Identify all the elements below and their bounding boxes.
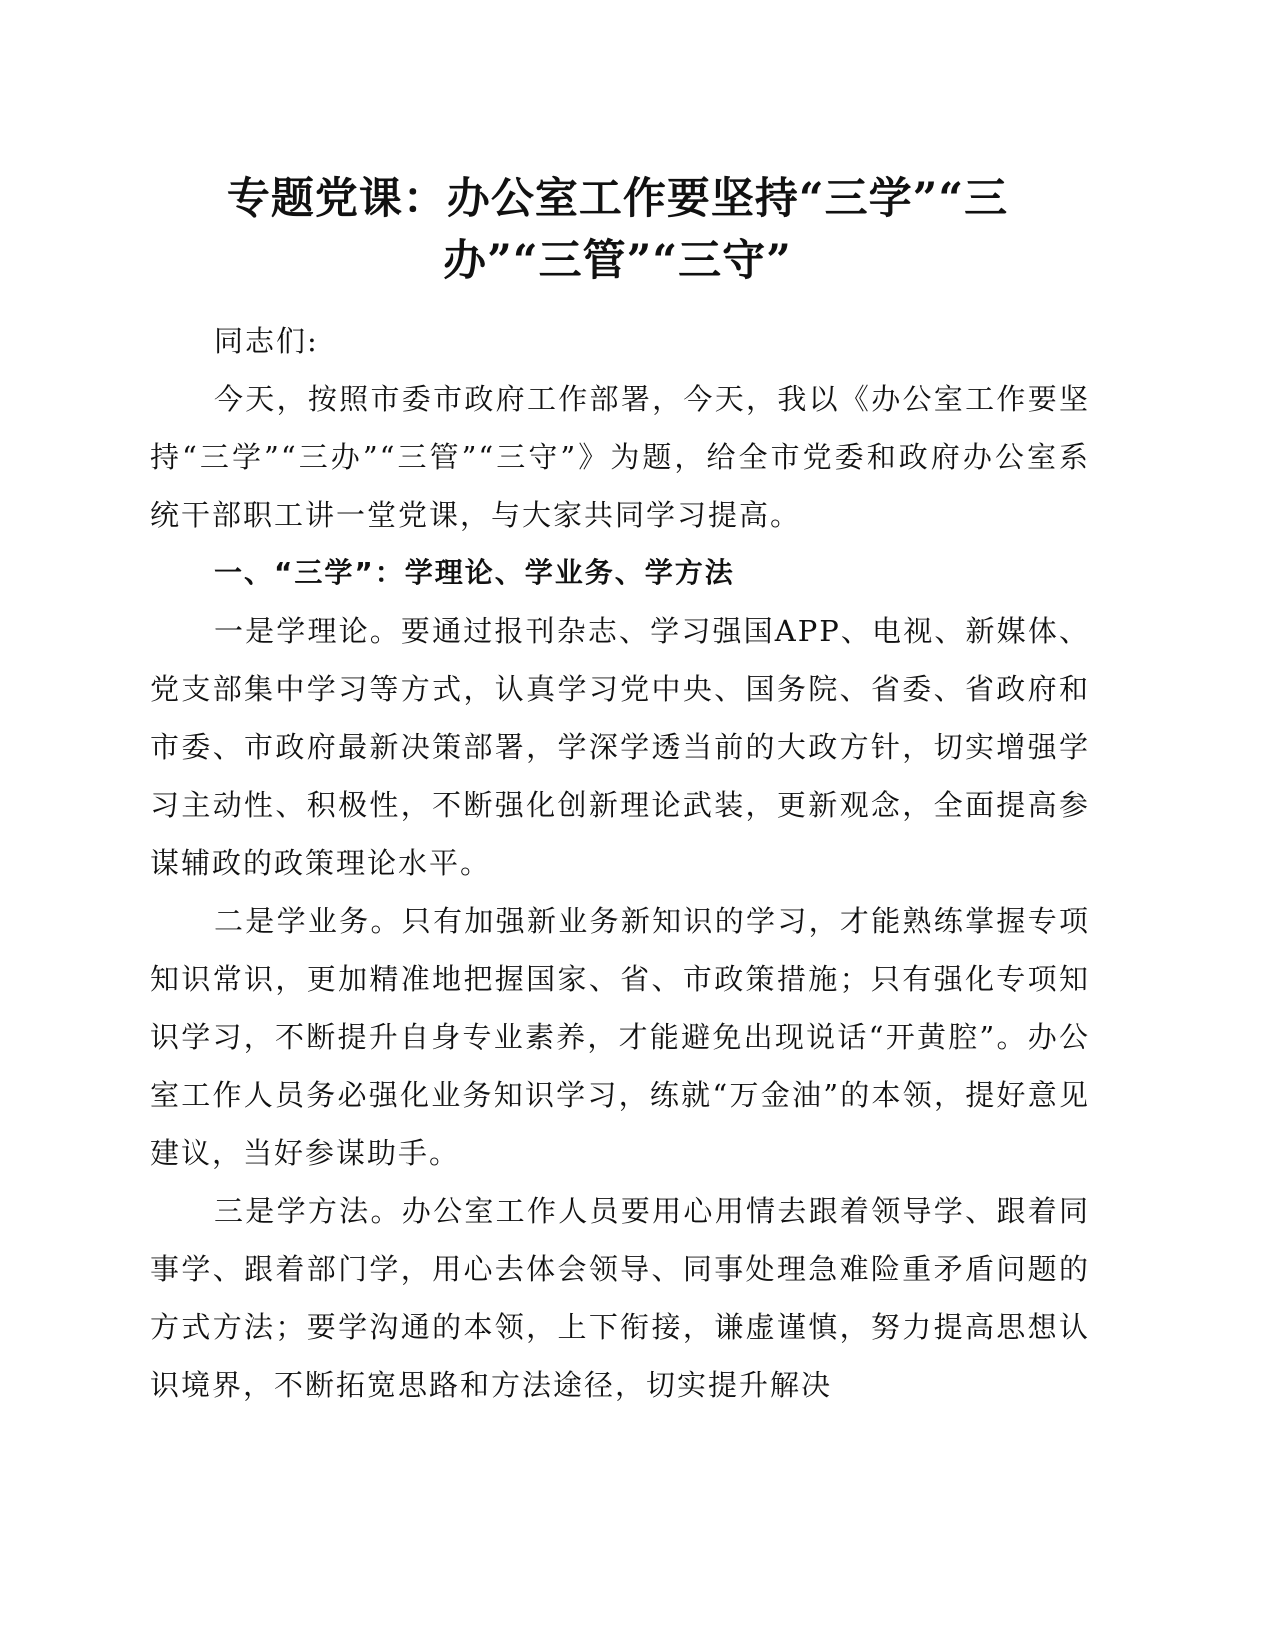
document-title bbox=[150, 168, 1085, 292]
salutation: 同志们: bbox=[214, 324, 319, 358]
intro-paragraph: 今天，按照市委市政府工作部署，今天，我以《办公室工作要坚持“三学”“三办”“三管”“三守”》为题，给全市党委和政府办公室系统干部职工讲一堂党课，与大家共同学习提高。 bbox=[150, 382, 1090, 532]
paragraph-study-theory: 一是学理论。要通过报刊杂志、学习强国APP、电视、新媒体、党支部集中学习等方式，认真学习党中央、国务院、省委、省政府和市委、市政府最新决策部署，学深学透当前的大政方针，切实增强学习主动性、积极性，不断强化创新理论武装，更新观念，全面提高参谋辅政的政策理论水平。 bbox=[150, 614, 1090, 880]
title-line-2: 办”“三管”“三守” bbox=[443, 236, 792, 286]
title-line-1: 专题党课：办公室工作要坚持“三学”“三 bbox=[226, 174, 1009, 224]
paragraph-study-business: 二是学业务。只有加强新业务新知识的学习，才能熟练掌握专项知识常识，更加精准地把握国家、省、市政策措施；只有强化专项知识学习，不断提升自身专业素养，才能避免出现说话“开黄腔”。办公室工作人员务必强化业务知识学习，练就“万金油”的本领，提好意见建议，当好参谋助手。 bbox=[150, 904, 1090, 1170]
section-heading-1: 一、“三学”：学理论、学业务、学方法 bbox=[214, 556, 735, 589]
document-body bbox=[150, 312, 1090, 1414]
paragraph-study-methods: 三是学方法。办公室工作人员要用心用情去跟着领导学、跟着同事学、跟着部门学，用心去体会领导、同事处理急难险重矛盾问题的方式方法；要学沟通的本领，上下衔接，谦虚谨慎，努力提高思想认识境界，不断拓宽思路和方法途径，切实提升解决 bbox=[150, 1194, 1090, 1402]
